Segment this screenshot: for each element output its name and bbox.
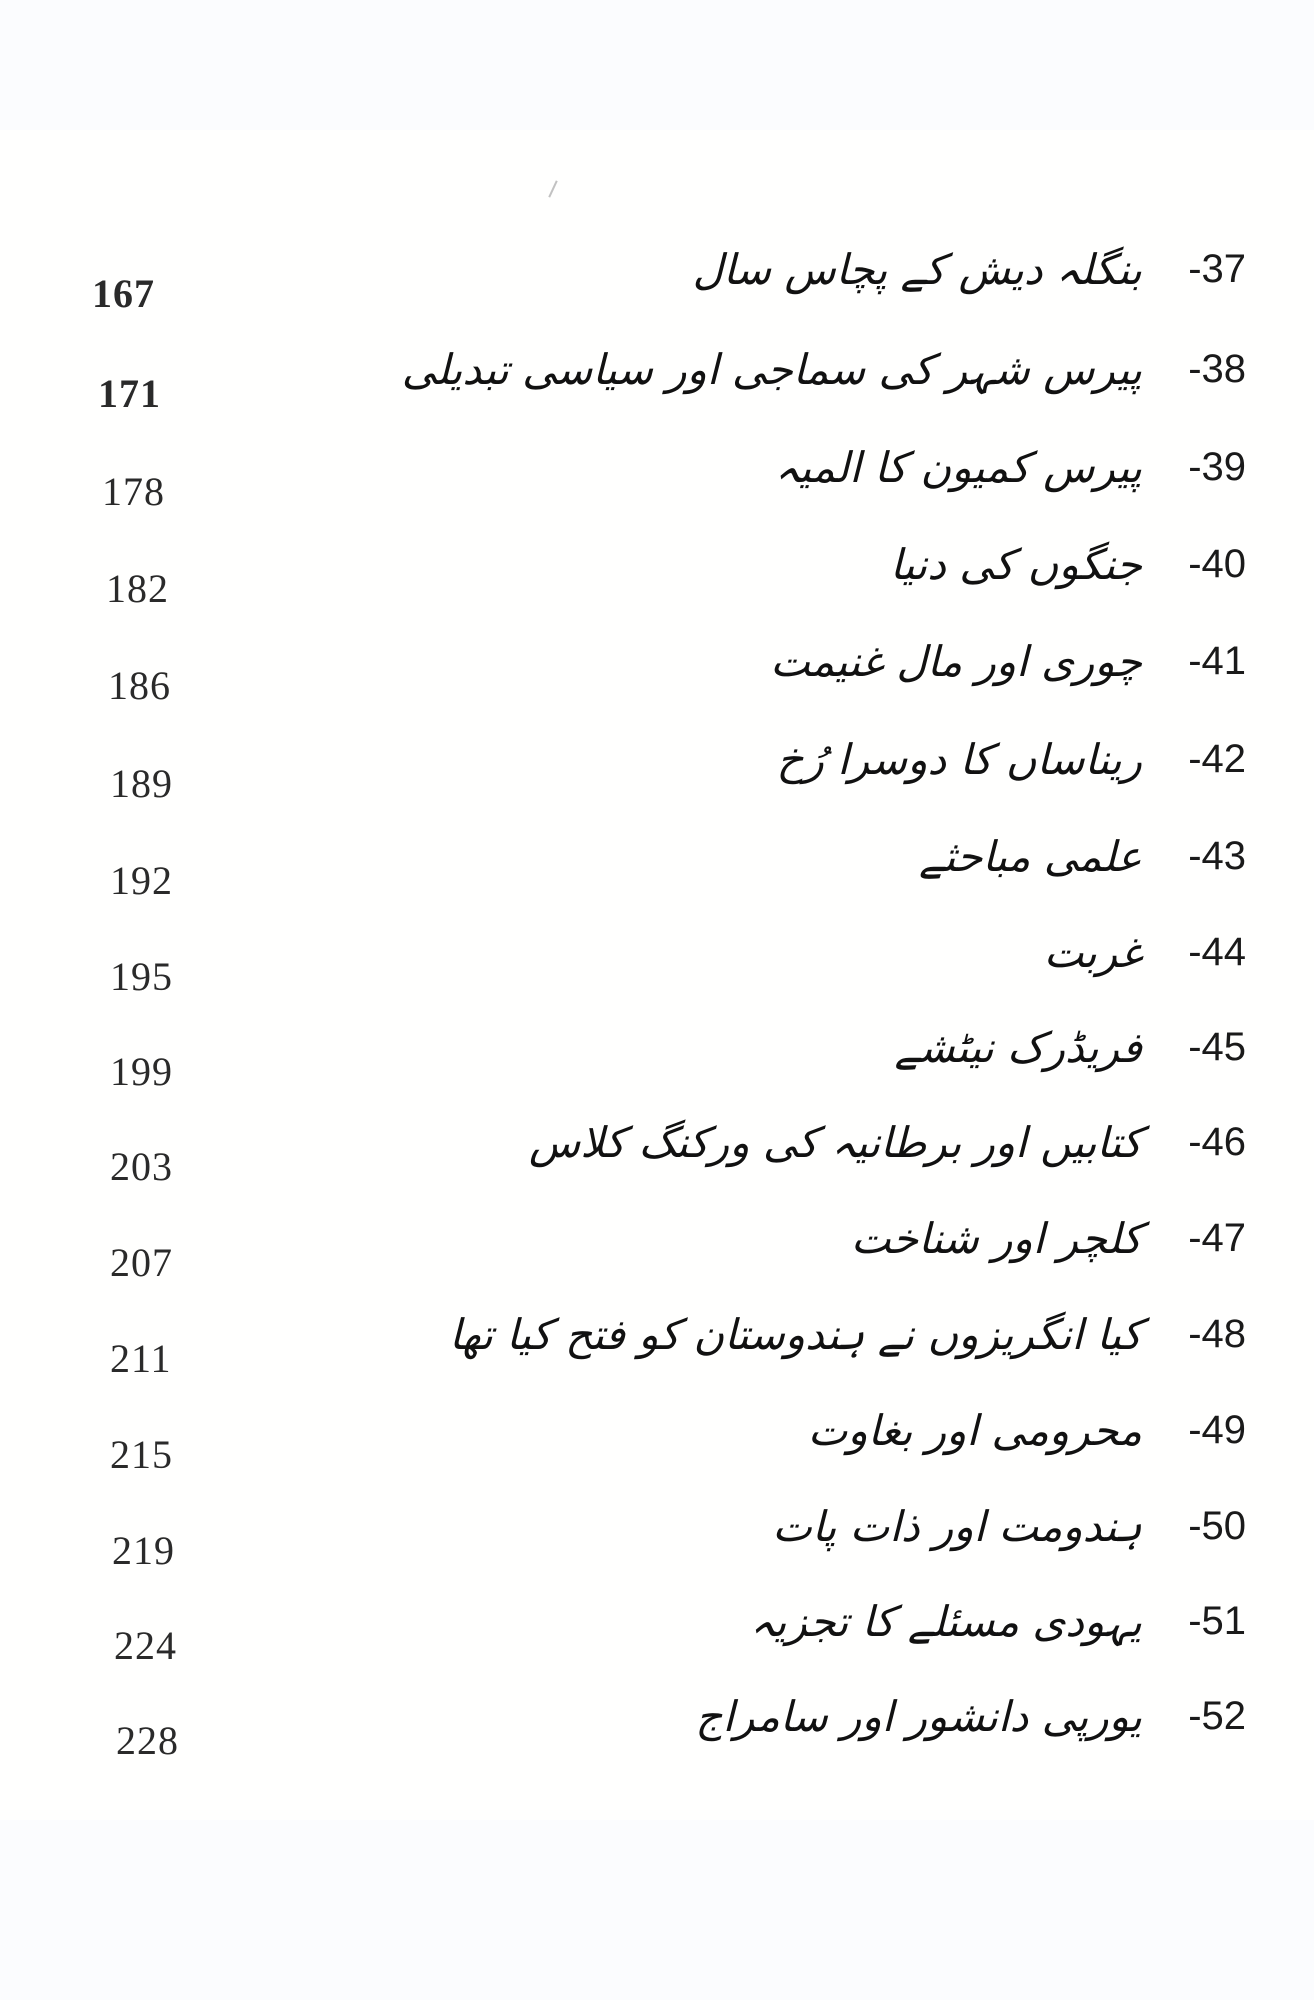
entry-number: -44	[1188, 930, 1246, 974]
toc-entry	[0, 1502, 1314, 1572]
entry-number: -48	[1188, 1312, 1246, 1356]
toc-entry	[0, 1118, 1314, 1188]
page-number: 228	[116, 1718, 179, 1763]
page-number: 167	[92, 271, 155, 316]
toc-entry	[0, 1692, 1314, 1762]
entry-number: -43	[1188, 834, 1246, 878]
entry-title: بنگلہ دیش کے پچاس سال	[692, 245, 1142, 294]
entry-title: محرومی اور بغاوت	[807, 1406, 1142, 1455]
entry-title: پیرس کمیون کا المیہ	[774, 443, 1142, 492]
entry-number: -42	[1188, 737, 1246, 781]
entry-title: یہودی مسئلے کا تجزیہ	[750, 1597, 1142, 1646]
page-number: 199	[110, 1049, 173, 1094]
entry-title: علمی مباحثے	[919, 832, 1142, 881]
page-number: 215	[110, 1432, 173, 1477]
toc-entry	[0, 443, 1314, 513]
entry-title: ہندومت اور ذات پات	[772, 1502, 1142, 1551]
page-number: 189	[110, 761, 173, 806]
entry-number: -41	[1188, 639, 1246, 683]
entry-title: غربت	[1043, 928, 1142, 977]
toc-entry	[0, 637, 1314, 707]
entry-number: -47	[1188, 1216, 1246, 1260]
entry-title: فریڈرک نیٹشے	[894, 1023, 1142, 1072]
toc-entry	[0, 540, 1314, 610]
toc-entry	[0, 832, 1314, 902]
entry-title: یورپی دانشور اور سامراج	[695, 1692, 1142, 1741]
entry-title: کیا انگریزوں نے ہندوستان کو فتح کیا تھا	[449, 1310, 1142, 1359]
entry-number: -39	[1188, 445, 1246, 489]
toc-entry	[0, 1310, 1314, 1380]
page-number: 219	[112, 1528, 175, 1573]
toc-entry	[0, 345, 1314, 415]
toc-entry	[0, 1023, 1314, 1093]
entry-number: -50	[1188, 1504, 1246, 1548]
toc-entry	[0, 1597, 1314, 1667]
entry-title: چوری اور مال غنیمت	[770, 637, 1142, 686]
page-number: 182	[106, 566, 169, 611]
entry-number: -40	[1188, 542, 1246, 586]
entry-title: جنگوں کی دنیا	[890, 540, 1142, 589]
entry-title: پیرس شہر کی سماجی اور سیاسی تبدیلی	[401, 345, 1142, 394]
entry-number: -49	[1188, 1408, 1246, 1452]
entry-number: -51	[1188, 1599, 1246, 1643]
page-number: 171	[98, 371, 161, 416]
entry-title: ریناساں کا دوسرا رُخ	[776, 735, 1142, 784]
page-number: 178	[102, 469, 165, 514]
entry-number: -37	[1188, 247, 1246, 291]
page-number: 195	[110, 954, 173, 999]
toc-entry	[0, 245, 1314, 315]
toc-entry	[0, 1406, 1314, 1476]
entry-title: کتابیں اور برطانیہ کی ورکنگ کلاس	[529, 1118, 1142, 1167]
page-number: 192	[110, 858, 173, 903]
page-number: 203	[110, 1144, 173, 1189]
page-number: 207	[110, 1240, 173, 1285]
page-number: 186	[108, 663, 171, 708]
toc-entry	[0, 928, 1314, 998]
entry-number: -46	[1188, 1120, 1246, 1164]
entry-number: -45	[1188, 1025, 1246, 1069]
entry-number: -38	[1188, 347, 1246, 391]
toc-entry	[0, 1214, 1314, 1284]
entry-title: کلچر اور شناخت	[851, 1214, 1142, 1263]
page-number: 211	[110, 1336, 172, 1381]
page-number: 224	[114, 1623, 177, 1668]
entry-number: -52	[1188, 1694, 1246, 1738]
toc-entry	[0, 735, 1314, 805]
